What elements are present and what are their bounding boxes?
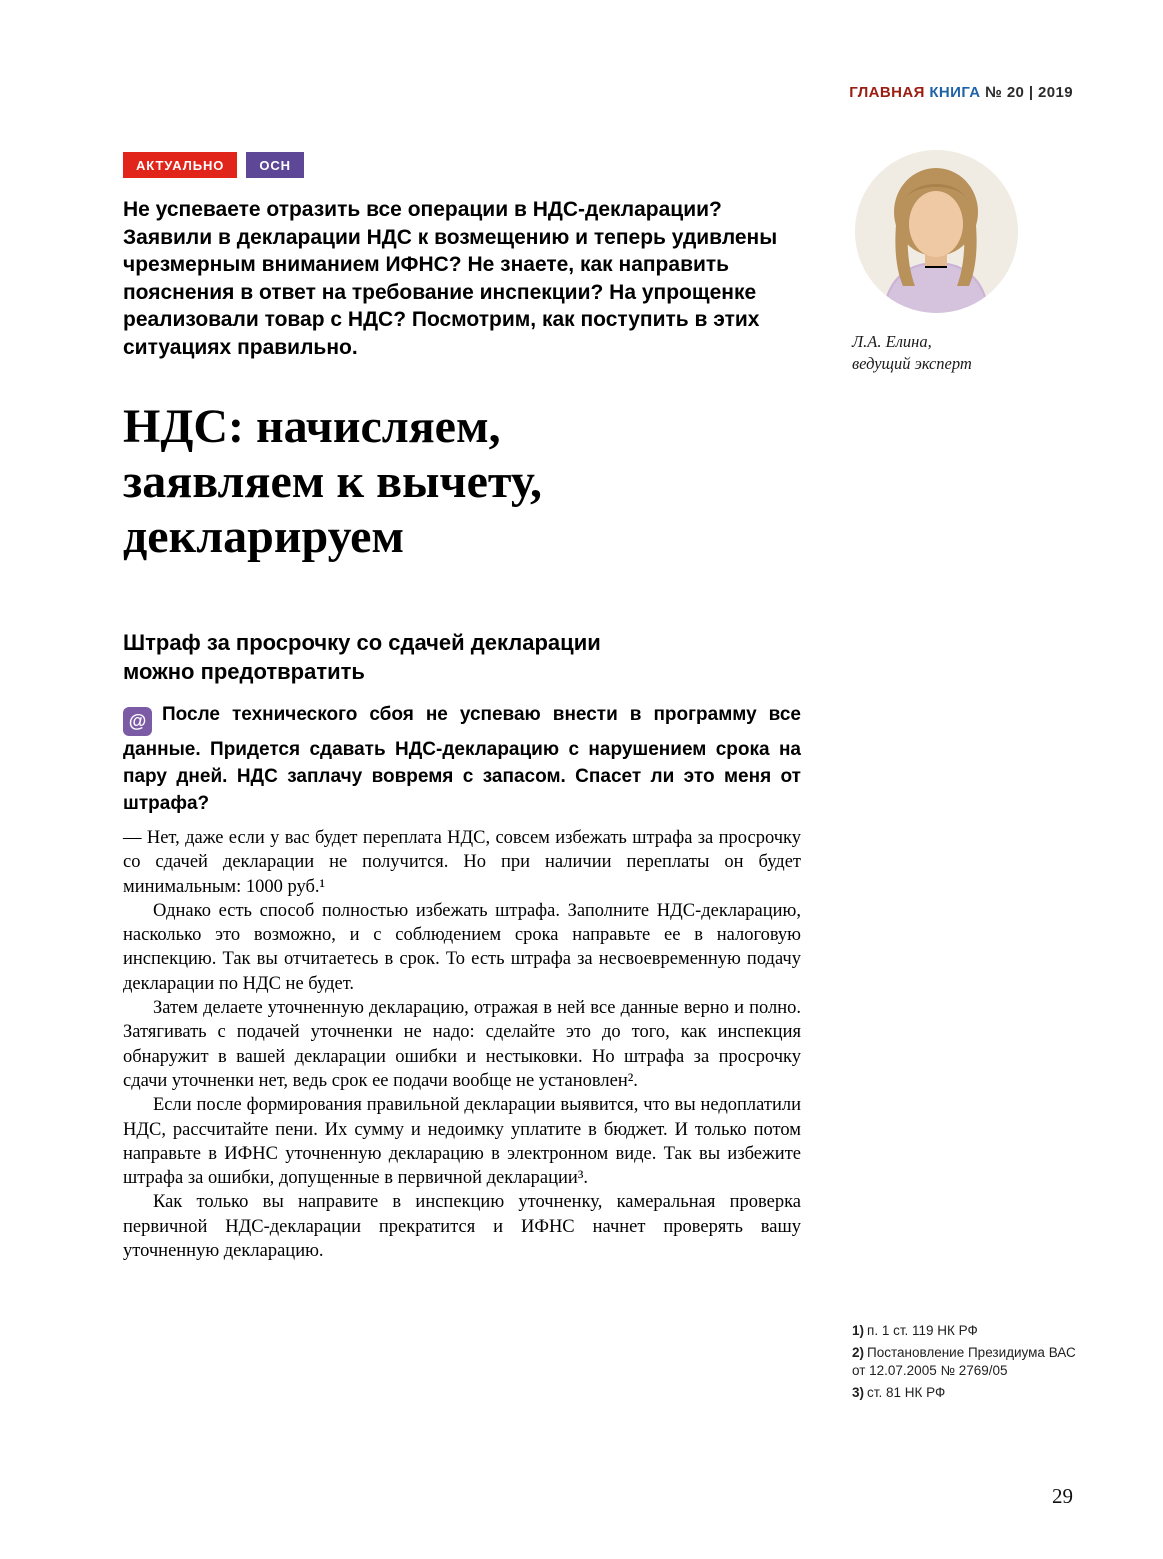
magazine-name-part2: КНИГА xyxy=(929,84,981,101)
magazine-name-part1: ГЛАВНАЯ xyxy=(849,84,925,101)
magazine-header xyxy=(849,84,1073,101)
tag-regime-osn: ОСН xyxy=(246,152,304,178)
answer-paragraph: Если после формирования правильной декларации выявится, что вы недоплатили НДС, рассчитайте пени. Их сумму и недоимку уплатите в бюджет. И только потом направьте в ИФНС уточненную декларацию в электронном виде. Так вы избежите штрафа за ошибки, допущенные в первичной декларации³. xyxy=(123,1095,801,1189)
footnote-text: ст. 81 НК РФ xyxy=(867,1385,946,1400)
tag-actual: АКТУАЛЬНО xyxy=(123,152,237,178)
article-title xyxy=(123,399,801,564)
answer-paragraph: — Нет, даже если у вас будет переплата НДС, совсем избежать штрафа за просрочку со сдачей декларации не получится. Но при наличии переплаты он будет минимальным: 1000 руб.¹ xyxy=(123,828,801,897)
author-role: ведущий эксперт xyxy=(852,354,972,373)
reader-question-text: После технического сбоя не успеваю внести в программу все данные. Придется сдавать НДС-декларацию с нарушением срока на пару дней. НДС заплачу вовремя с запасом. Спасет ли это меня от штрафа? xyxy=(123,704,801,814)
issue-number: № 20 | 2019 xyxy=(985,84,1073,101)
author-caption xyxy=(852,331,972,375)
section-heading-line2: можно предотвратить xyxy=(123,659,365,684)
article-tags xyxy=(123,152,801,178)
footnote-text: Постановление Президиума ВАС от 12.07.2005 № 2769/05 xyxy=(852,1345,1076,1378)
footnote-text: п. 1 ст. 119 НК РФ xyxy=(867,1323,978,1338)
section-heading xyxy=(123,628,801,686)
answer-paragraph: Как только вы направите в инспекцию уточненку, камеральная проверка первичной НДС-декларации прекратится и ИФНС начнет проверять вашу уточненную декларацию. xyxy=(123,1192,801,1262)
section-heading-line1: Штраф за просрочку со сдачей декларации xyxy=(123,630,601,655)
footnote-number: 2) xyxy=(852,1345,865,1360)
article-lead: Не успеваете отразить все операции в НДС-декларации? Заявили в декларации НДС к возмещению и теперь удивлены чрезмерным вниманием ИФНС? Не знаете, как направить пояснения в ответ на требование инспекции? На упрощенке реализовали товар с НДС? Посмотрим, как поступить в этих ситуациях правильно. xyxy=(123,198,778,359)
article-title-line1: НДС: начисляем, xyxy=(123,400,501,453)
footnote-2 xyxy=(852,1344,1087,1380)
reader-question xyxy=(123,701,801,817)
expert-answer xyxy=(123,826,801,1263)
question-at-icon: @ xyxy=(123,707,152,736)
answer-paragraph: Однако есть способ полностью избежать штрафа. Заполните НДС-декларацию, насколько это возможно, и с соблюдением срока направьте ее в налоговую инспекцию. Так вы отчитаетесь в срок. То есть штрафа за несвоевременную подачу декларации по НДС не будет. xyxy=(123,900,801,994)
article-title-line3: декларируем xyxy=(123,510,405,563)
footnote-1 xyxy=(852,1322,1087,1340)
footnote-3 xyxy=(852,1384,1087,1402)
author-photo xyxy=(855,150,1018,313)
article-title-line2: заявляем к вычету, xyxy=(123,455,543,508)
footnotes xyxy=(852,1322,1087,1406)
portrait-photo-placeholder xyxy=(855,150,1018,313)
main-column xyxy=(123,152,801,1263)
footnote-number: 3) xyxy=(852,1385,865,1400)
footnote-number: 1) xyxy=(852,1323,865,1338)
author-name: Л.А. Елина, xyxy=(852,332,932,351)
page-number: 29 xyxy=(1052,1484,1073,1508)
answer-paragraph: Затем делаете уточненную декларацию, отражая в ней все данные верно и полно. Затягивать с подачей уточненки не надо: сделайте это до того, как инспекция обнаружит в вашей декларации ошибки и нестыковки. Но штрафа за просрочку сдачи уточненки нет, ведь срок ее подачи вообще не установлен². xyxy=(123,998,801,1091)
